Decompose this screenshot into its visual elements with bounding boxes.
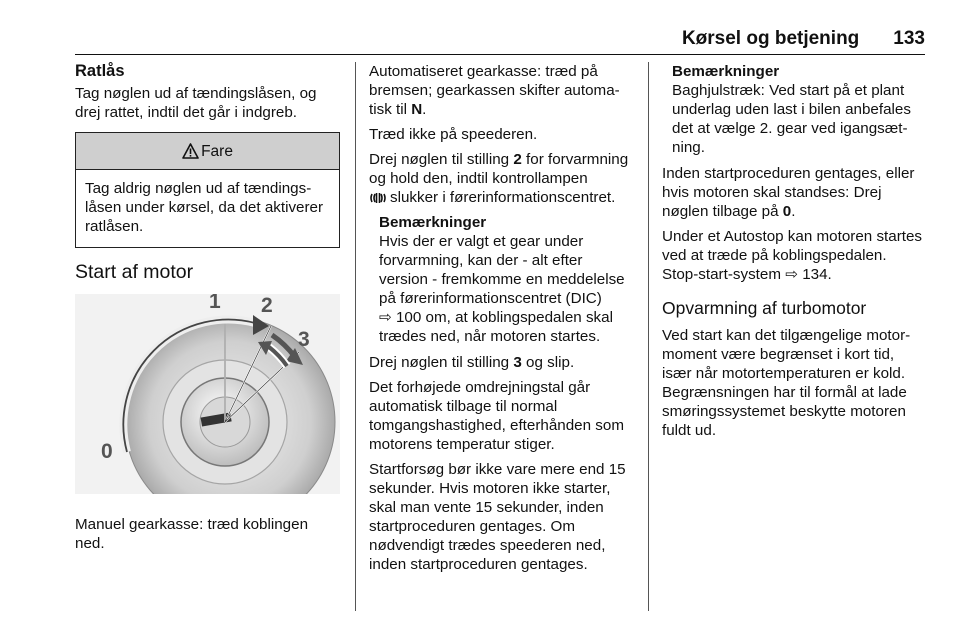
position-label-3: 3 (298, 328, 310, 351)
warning-header (76, 133, 339, 170)
heading-turbo-warmup: Opvarmning af turbomotor (662, 298, 867, 318)
note-heading: Bemærkninger (672, 63, 780, 80)
note-text: Hvis der er valgt et gear under forvarmning, kan der - alt efter version - fremkomme en meddelelse på førerinformationscentret (DIC) ⇨ 100 om, at koblingspedalen skal trædes ned, når motoren startes. (379, 233, 625, 345)
section-title: Kørsel og betjening (681, 28, 860, 49)
header-rule (75, 54, 925, 55)
paragraph-idle-speed: Det forhøjede omdrejningstal går automatisk tilbage til normal tomgangshastighed, efterhånden som motorens temperatur stiger. (369, 379, 624, 453)
paragraph-no-accelerator: Træd ikke på speederen. (369, 126, 538, 143)
warning-text: Tag aldrig nøglen ud af tændingslåsen under kørsel, da det aktiverer ratlåsen. (85, 180, 324, 235)
paragraph-ratlas: Tag nøglen ud af tændingslåsen, og drej rattet, indtil det går i indgreb. (75, 85, 317, 121)
page-ref-arrow-icon: ⇨ (379, 309, 396, 326)
paragraph-position-3: Drej nøglen til stilling 3 og slip. (369, 354, 575, 371)
warning-label: Fare (201, 142, 233, 160)
heading-start-motor: Start af motor (75, 261, 194, 283)
column-divider-1 (355, 62, 356, 611)
position-label-1: 1 (209, 294, 221, 313)
paragraph-turn-key-back: Inden startproceduren gentages, eller hvis motoren skal standses: Drej nøglen tilbage på 0. (662, 165, 915, 220)
note-preheat (379, 213, 634, 346)
paragraph-turbo: Ved start kan det tilgængelige motormoment være begrænset i kort tid, især når motortemperaturen er kold. Begrænsningen har til formål at lade smøringssystemet beskytte motoren fuldt ud. (662, 327, 911, 439)
note-text: Baghjulstræk: Ved start på et plant underlag uden last i bilen anbefales det at vælge 2. gear ved igangsætning. (672, 82, 911, 156)
page-number: 133 (893, 28, 925, 49)
column-divider-2 (648, 62, 649, 611)
position-label-0: 0 (101, 440, 113, 463)
heading-ratlas: Ratlås (75, 62, 125, 80)
paragraph-start-attempts: Startforsøg bør ikke vare mere end 15 sekunder. Hvis motoren ikke starter, skal man vente 15 sekunder, inden startproceduren gentages. Om nødvendigt trædes speederen ned, inden startproceduren gentages. (369, 461, 626, 573)
note-rear-wheel (672, 62, 927, 157)
page-header (75, 28, 925, 50)
column-3 (662, 62, 927, 446)
preheat-indicator-icon (369, 191, 387, 205)
position-label-2: 2 (261, 294, 273, 317)
column-2 (369, 62, 634, 580)
warning-triangle-icon (182, 143, 199, 159)
page-ref-arrow-icon: ⇨ (785, 266, 803, 283)
column-1 (75, 62, 340, 559)
ignition-figure (75, 294, 340, 499)
paragraph-automated-gearbox: Automatiseret gearkasse: træd på bremsen; gearkassen skifter automatisk til N. (369, 63, 620, 118)
paragraph-autostop: Under et Autostop kan motoren startes ved at træde på koblingspedalen. Stop-start-system ⇨ 134. (662, 228, 923, 283)
warning-box (75, 132, 340, 248)
paragraph-preheat: Drej nøglen til stilling 2 for forvarmning og hold den, indtil kontrollampen slukker i førerinformationscentret. (369, 151, 629, 206)
note-heading: Bemærkninger (379, 214, 487, 231)
ignition-switch-illustration (75, 294, 340, 494)
paragraph-manual-gearbox: Manuel gearkasse: træd koblingen ned. (75, 516, 309, 552)
